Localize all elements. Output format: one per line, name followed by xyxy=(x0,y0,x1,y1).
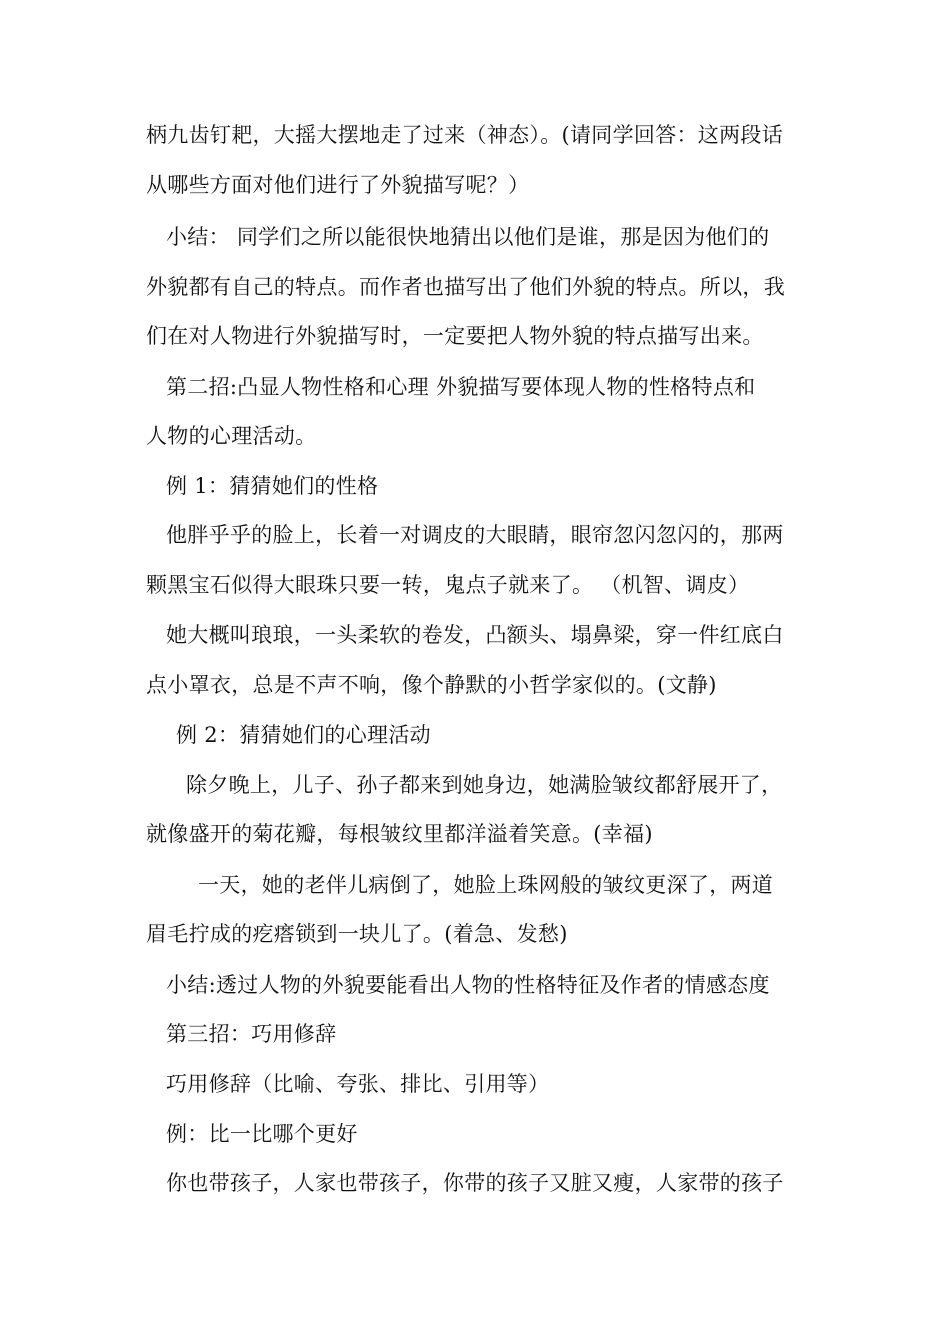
text-line-15: 就像盛开的菊花瓣，每根皱纹里都洋溢着笑意。(幸福) xyxy=(146,822,653,846)
text-line-22: 你也带孩子，人家也带孩子，你带的孩子又脏又瘦，人家带的孩子 xyxy=(166,1171,784,1195)
text-line-9: 他胖乎乎的脸上，长着一对调皮的大眼睛，眼帘忽闪忽闪的，那两 xyxy=(166,523,784,547)
text-line-12: 点小罩衣，总是不声不响，像个静默的小哲学家似的。(文静) xyxy=(146,673,717,697)
text-line-17: 眉毛拧成的疙瘩锁到一块儿了。(着急、发愁) xyxy=(146,922,568,946)
text-line-7: 人物的心理活动。 xyxy=(146,424,317,448)
text-line-14: 除夕晚上，儿子、孙子都来到她身边，她满脸皱纹都舒展开了， xyxy=(186,773,783,797)
text-line-11: 她大概叫琅琅，一头柔软的卷发，凸额头、塌鼻梁，穿一件红底白 xyxy=(166,623,784,647)
example-1-heading: 例 1：猜猜她们的性格 xyxy=(166,474,379,498)
text-line-4: 外貌都有自己的特点。而作者也描写出了他们外貌的特点。所以，我 xyxy=(146,275,785,299)
section-3-heading: 第三招：巧用修辞 xyxy=(166,1022,337,1046)
text-line-5: 们在对人物进行外貌描写时，一定要把人物外貌的特点描写出来。 xyxy=(146,324,764,348)
text-line-3: 小结： 同学们之所以能很快地猜出以他们是谁，那是因为他们的 xyxy=(166,225,770,249)
text-line-10: 颗黑宝石似得大眼珠只要一转，鬼点子就来了。 （机智、调皮） xyxy=(146,573,750,597)
text-line-16: 一天，她的老伴儿病倒了，她脸上珠网般的皱纹更深了，两道 xyxy=(198,873,774,897)
text-line-1: 柄九齿钉耙，大摇大摆地走了过来（神态）。(请同学回答：这两段话 xyxy=(146,123,783,147)
text-line-2: 从哪些方面对他们进行了外貌描写呢？） xyxy=(146,173,530,197)
text-line-20: 巧用修辞（比喻、夸张、排比、引用等） xyxy=(166,1072,550,1096)
text-line-6: 第二招:凸显人物性格和心理 外貌描写要体现人物的性格特点和 xyxy=(166,375,756,399)
summary-line: 小结:透过人物的外貌要能看出人物的性格特征及作者的情感态度 xyxy=(166,973,770,997)
example-2-heading: 例 2：猜猜她们的心理活动 xyxy=(176,723,431,747)
example-heading: 例：比一比哪个更好 xyxy=(166,1122,358,1146)
